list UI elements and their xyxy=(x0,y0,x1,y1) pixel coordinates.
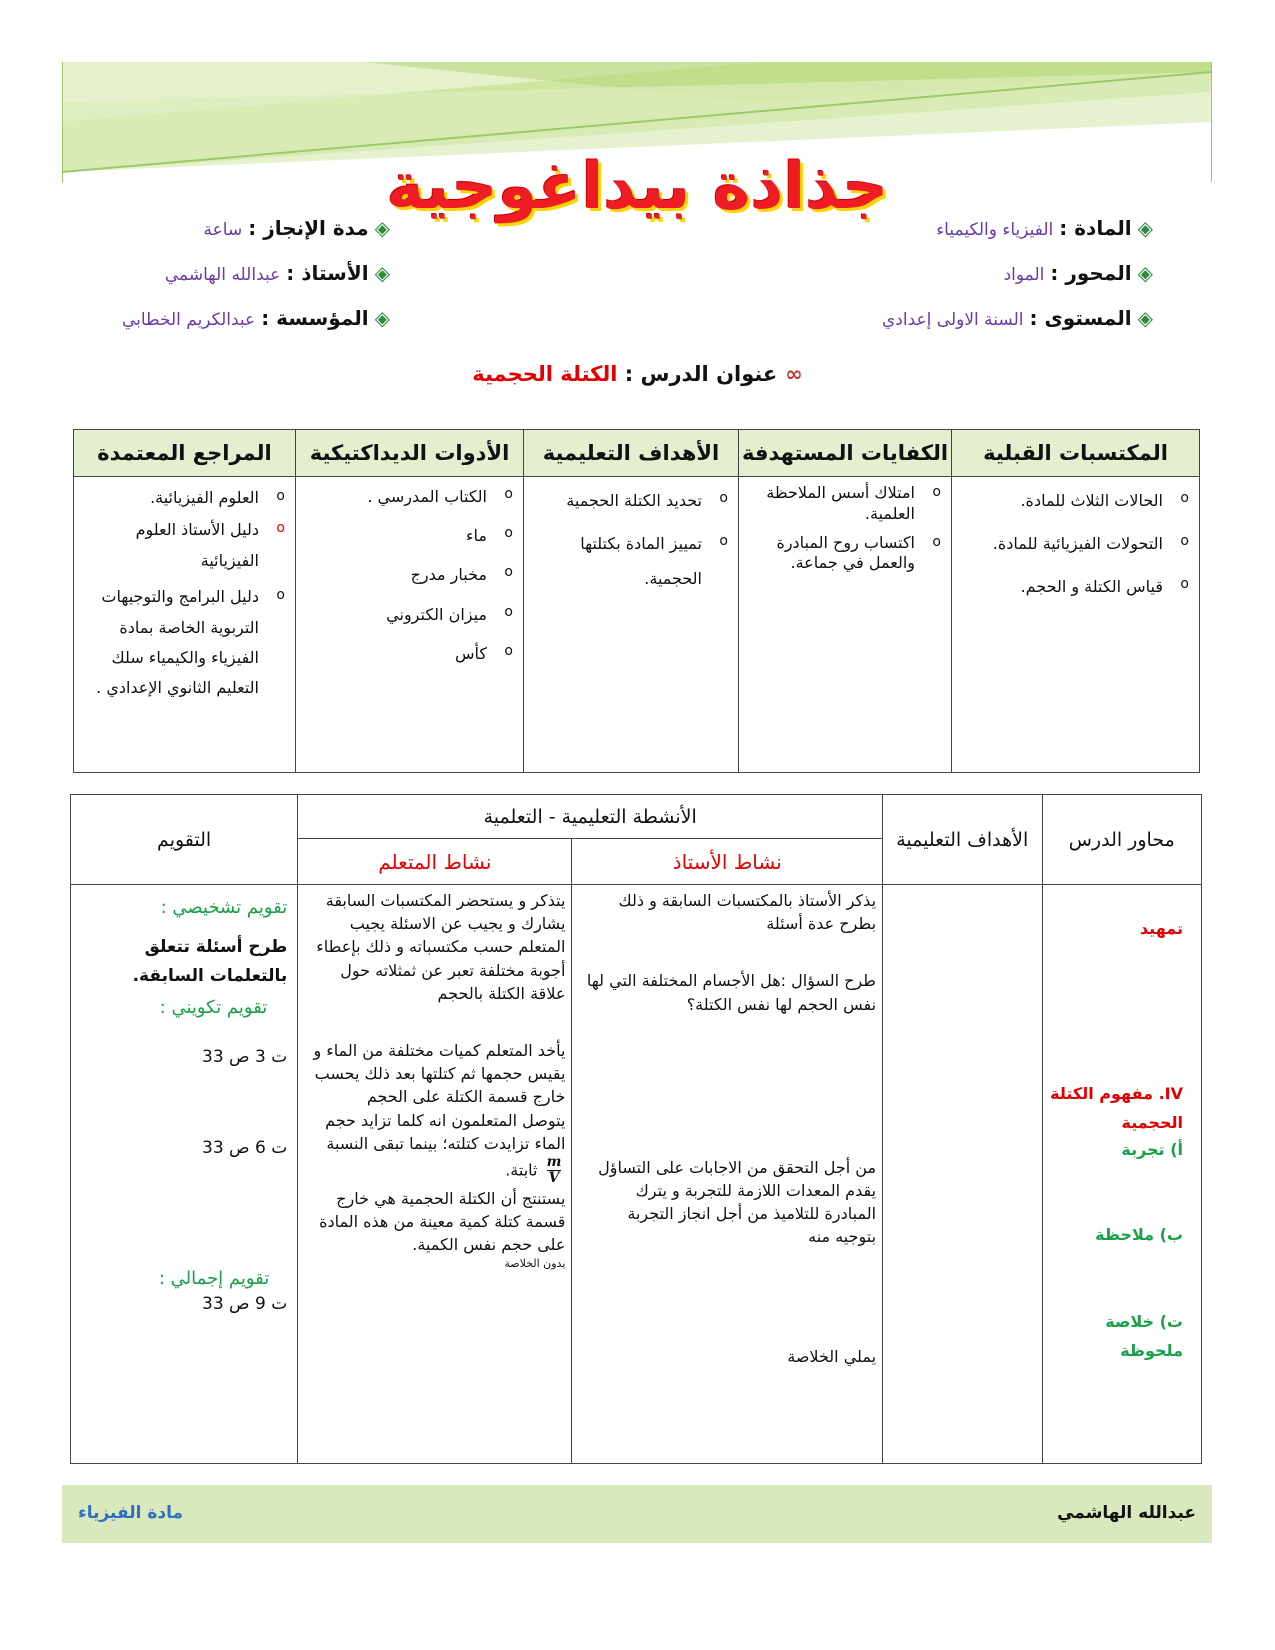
list-item: o التحولات الفيزيائية للمادة. xyxy=(960,526,1191,561)
cell-objectives xyxy=(883,885,1042,1464)
footer-author: عبدالله الهاشمي xyxy=(1057,1503,1196,1523)
exercise-ref: ت 9 ص 33 xyxy=(202,1294,288,1315)
learner-step-2: يشارك و يجيب عن الاسئلة يجيب المتعلم حسب مكتسباته و ذلك بإعطاء أجوبة مختلفة تعبر عن ثمثلاته حول علاقة الكتلة بالحجم xyxy=(316,914,566,1003)
list-item: o ميزان الكتروني xyxy=(304,601,515,628)
list-item: o كأس xyxy=(304,640,515,667)
teacher-step-2: طرح السؤال :هل الأجسام المختلفة التي لها نفس الحجم لها نفس الكتلة؟ xyxy=(586,971,877,1014)
list-item: o قياس الكتلة و الحجم. xyxy=(960,569,1191,604)
header-references: المراجع المعتمدة xyxy=(74,430,296,477)
info-school: ◈المؤسسة :عبدالكريم الخطابي xyxy=(121,306,390,330)
axis-intro: تمهيد xyxy=(1139,919,1183,938)
list-item: o مخبار مدرج xyxy=(304,561,515,588)
diamond-icon: ◈ xyxy=(374,216,390,240)
info-duration: ◈مدة الإنجاز :ساعة xyxy=(203,216,390,240)
header-axes: محاور الدرس xyxy=(1042,795,1201,885)
list-item: o اكتساب روح المبادرة والعمل في جماعة. xyxy=(747,533,943,575)
list-item: o امتلاك أسس الملاحظة العلمية. xyxy=(747,483,943,525)
teacher-step-1: يذكر الأستاذ بالمكتسبات السابقة و ذلك بطرح عدة أسئلة xyxy=(618,891,877,934)
teacher-step-3: من أجل التحقق من الاجابات على التساؤل يقدم المعدات اللازمة للتجربة و يترك المبادرة للتلاميذ من أجل انجاز التجربة بتوجيه منه xyxy=(598,1157,877,1247)
cell-references xyxy=(74,477,296,773)
exercise-ref: ت 6 ص 33 xyxy=(202,1137,288,1158)
cell-axes xyxy=(1042,885,1201,1464)
footer-subject: مادة الفيزياء xyxy=(78,1503,184,1523)
info-level: ◈المستوى :السنة الاولى إعدادي xyxy=(881,306,1153,330)
header-prior: المكتسبات القبلية xyxy=(952,430,1200,477)
cell-objectives xyxy=(524,477,739,773)
ratio-fraction: $\frac{m}{V}$ xyxy=(546,1153,562,1187)
eval-formative: تقويم تكويني : xyxy=(159,996,268,1018)
cell-competencies xyxy=(739,477,952,773)
info-axis: ◈المحور :المواد xyxy=(1003,261,1153,285)
list-item: o تحديد الكتلة الحجمية xyxy=(532,483,730,518)
axis-conclusion: ت) خلاصة ملحوظة xyxy=(1105,1312,1183,1360)
axis-observation: ب) ملاحظة xyxy=(1095,1224,1183,1244)
learner-step-3: يأخد المتعلم كميات مختلفة من الماء و يقيس حجمها ثم كتلتها بعد ذلك يحسب خارج قسمة الكتلة على الحجم xyxy=(313,1040,566,1107)
footer-bar xyxy=(62,1485,1212,1543)
prerequisites-table xyxy=(73,429,1200,773)
diamond-icon: ◈ xyxy=(1137,261,1153,285)
activities-table xyxy=(70,794,1202,1464)
page-title: جذاذة بيداغوجية xyxy=(386,150,889,224)
eval-diagnostic-text: طرح أسئلة تتعلق بالتعلمات السابقة. xyxy=(132,937,288,986)
ornament-icon: ∞ xyxy=(785,362,803,386)
diamond-icon: ◈ xyxy=(1137,216,1153,240)
learner-step-1: يتذكر و يستحضر المكتسبات السابقة xyxy=(325,891,566,910)
info-teacher: ◈الأستاذ :عبدالله الهاشمي xyxy=(164,261,390,285)
cell-teacher-activity xyxy=(572,885,883,1464)
header-teacher-activity: نشاط الأستاذ xyxy=(572,839,883,885)
cell-tools xyxy=(296,477,524,773)
axis-experiment: أ) تجربة xyxy=(1121,1139,1183,1159)
learner-step-5: يستنتج أن الكتلة الحجمية هي خارج قسمة كتلة كمية معينة من هذه المادة على حجم نفس الكمية. xyxy=(319,1188,566,1255)
header-objectives: الأهداف التعليمية xyxy=(883,795,1042,885)
eval-summative: تقويم إجمالي : xyxy=(158,1268,270,1290)
header-learner-activity: نشاط المتعلم xyxy=(298,839,572,885)
list-item: o دليل الأستاذ العلوم الفيزيائية xyxy=(82,515,287,576)
exercise-ref: ت 3 ص 33 xyxy=(202,1046,288,1067)
teacher-step-4: يملي الخلاصة xyxy=(787,1346,877,1366)
list-item: o دليل البرامج والتوجيهات التربوية الخاصة بمادة الفيزياء والكيمياء سلك التعليم الثانوي الإعدادي . xyxy=(82,582,287,704)
header-evaluation: التقويم xyxy=(71,795,298,885)
header-tools: الأدوات الديداكتيكية xyxy=(296,430,524,477)
cell-learner-activity xyxy=(298,885,572,1464)
diamond-icon: ◈ xyxy=(1137,306,1153,330)
learner-step-4: يتوصل المتعلمون انه كلما تزايد حجم الماء تزايدت كتلته؛ بينما تبقى النسبة $\frac{m}{V}$ ثابتة. xyxy=(325,1110,566,1187)
list-item: o الكتاب المدرسي . xyxy=(304,483,515,510)
list-item: o ماء xyxy=(304,522,515,549)
diamond-icon: ◈ xyxy=(374,261,390,285)
axis-section-4: IV. مفهوم الكتلة الحجمية xyxy=(1050,1084,1183,1132)
info-subject: ◈المادة :الفيزياء والكيمياء xyxy=(936,216,1153,240)
header-objectives: الأهداف التعليمية xyxy=(524,430,739,477)
header-activities: الأنشطة التعليمية - التعلمية xyxy=(298,795,883,839)
list-item: o تمييز المادة بكتلتها الحجمية. xyxy=(532,526,730,596)
list-item: o الحالات الثلاث للمادة. xyxy=(960,483,1191,518)
eval-diagnostic: تقويم تشخيصي : xyxy=(160,897,288,918)
cell-evaluation xyxy=(71,885,298,1464)
list-item: o العلوم الفيزيائية. xyxy=(82,483,287,513)
learner-step-6: يدون الخلاصة xyxy=(504,1257,566,1271)
lesson-title: ∞عنوان الدرس : الكتلة الحجمية xyxy=(472,362,803,386)
diamond-icon: ◈ xyxy=(374,306,390,330)
cell-prior xyxy=(952,477,1200,773)
header-competencies: الكفايات المستهدفة xyxy=(739,430,952,477)
